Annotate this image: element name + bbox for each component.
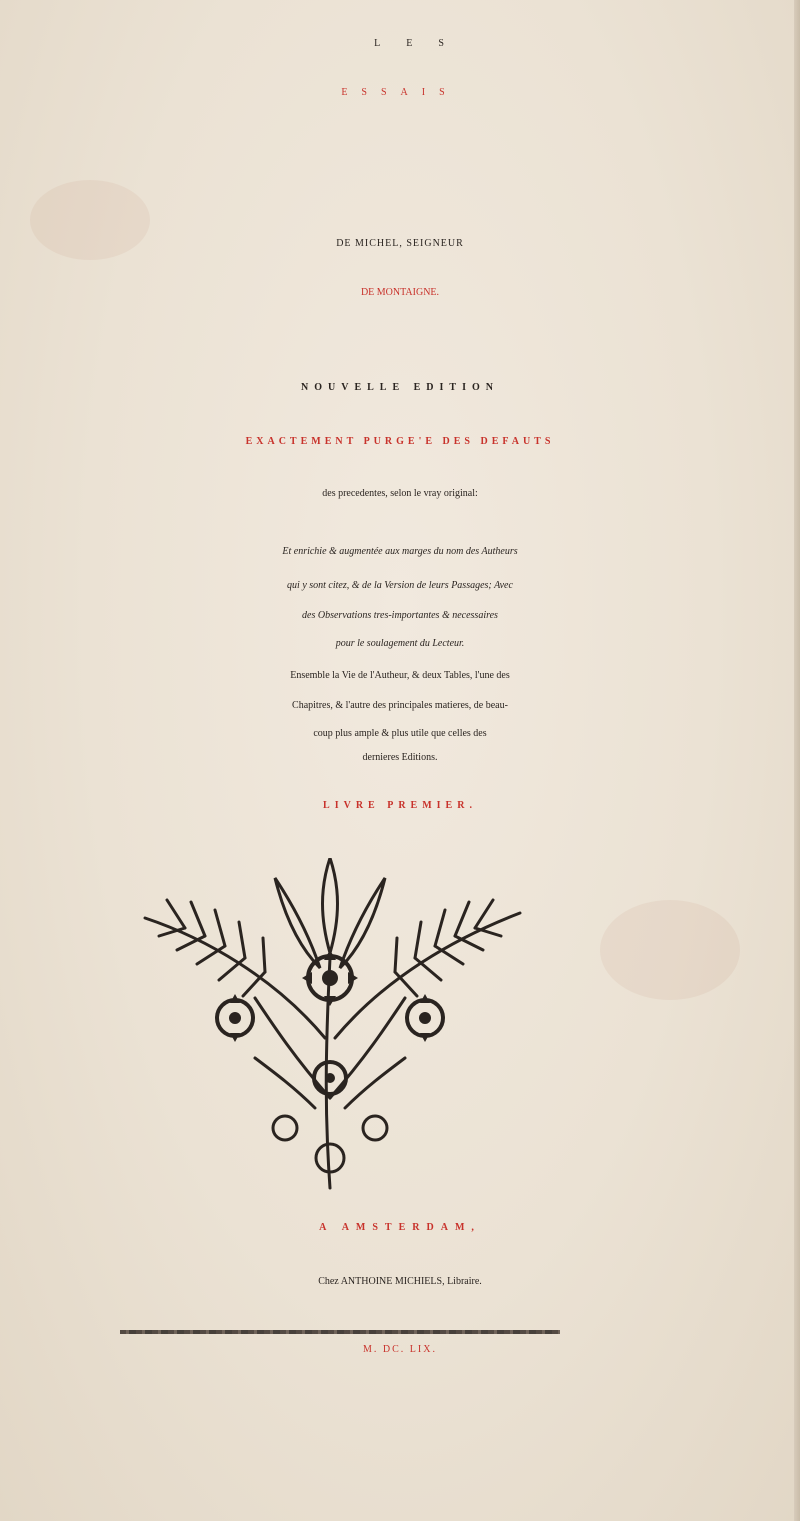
ensemble-line-1: Ensemble la Vie de l'Autheur, & deux Tables, l'une des <box>290 670 510 681</box>
title-les: LES <box>374 38 470 49</box>
italic-line-2: qui y sont citez, & de la Version de leurs Passages; Avec <box>287 580 513 591</box>
italic-line-3: des Observations tres-importantes & necessaires <box>302 610 498 621</box>
author-name: DE MONTAIGNE. <box>360 287 440 298</box>
livre-premier: LIVRE PREMIER. <box>323 800 477 811</box>
ensemble-line-4: dernieres Editions. <box>362 752 438 763</box>
floral-woodcut-icon <box>125 858 535 1208</box>
edition-line: NOUVELLE EDITION <box>301 382 499 393</box>
imprint-city: A AMSTERDAM, <box>319 1222 481 1233</box>
imprint-date: M. DC. LIX. <box>363 1344 437 1355</box>
precedentes-line: des precedentes, selon le vray original: <box>322 488 478 499</box>
paper-stain <box>600 900 740 1000</box>
title-essais: ESSAIS <box>341 87 459 98</box>
purged-line: EXACTEMENT PURGE'E DES DEFAUTS <box>245 436 555 447</box>
author-line: DE MICHEL, SEIGNEUR <box>336 238 464 249</box>
ensemble-line-3: coup plus ample & plus utile que celles des <box>313 728 487 739</box>
divider-rule <box>120 1330 560 1334</box>
imprint-printer: Chez ANTHOINE MICHIELS, Libraire. <box>318 1276 482 1287</box>
italic-line-1: Et enrichie & augmentée aux marges du nom des Autheurs <box>282 546 518 557</box>
italic-line-4: pour le soulagement du Lecteur. <box>335 638 465 649</box>
ensemble-line-2: Chapitres, & l'autre des principales matieres, de beau- <box>292 700 508 711</box>
